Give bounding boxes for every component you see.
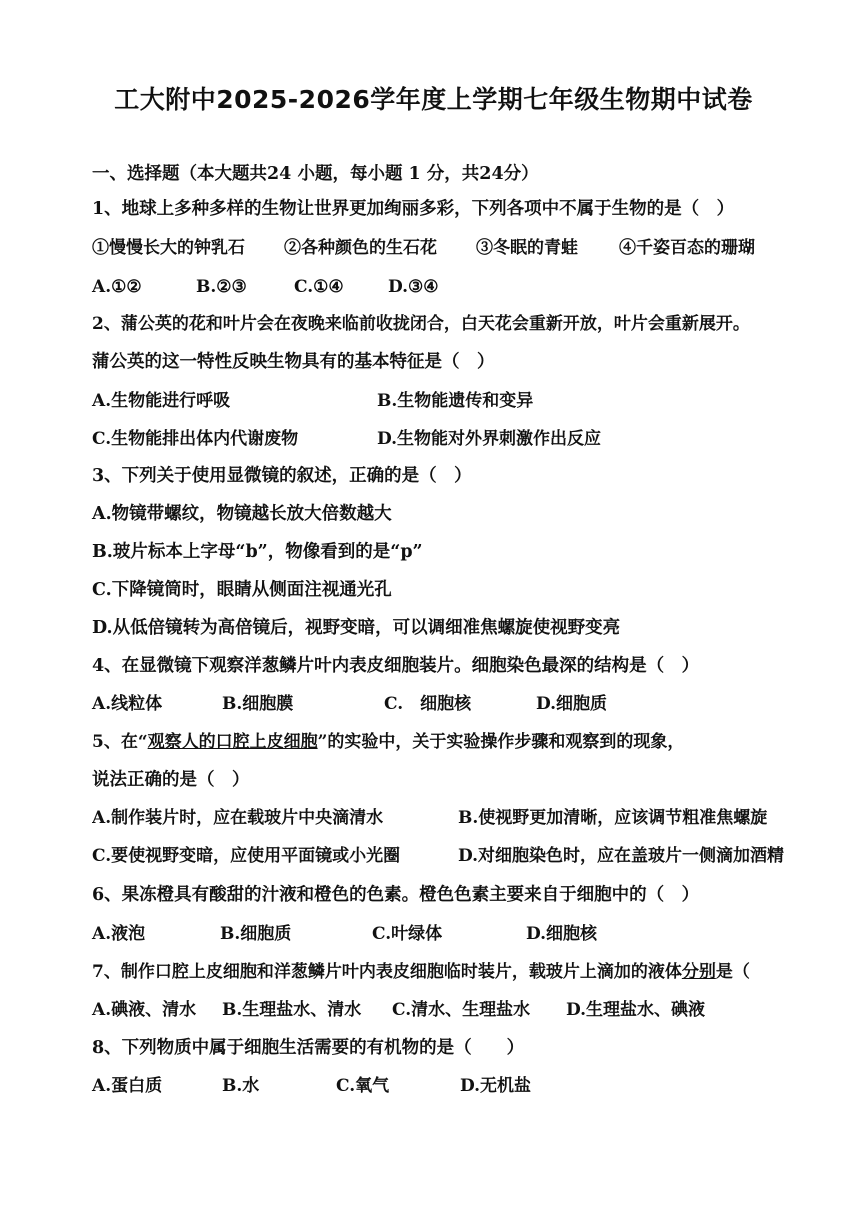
question-5-option-d: D.对细胞染色时，应在盖玻片一侧滴加酒精 — [458, 846, 785, 866]
question-7-options — [92, 999, 812, 1021]
question-2-stem-cont: 蒲公英的这一特性反映生物具有的基本特征是（ ） — [92, 352, 495, 372]
question-2-stem: 2、蒲公英的花和叶片会在夜晚来临前收拢闭合，白天花会重新开放，叶片会重新展开。 — [92, 314, 750, 334]
question-8-option-c: C.氧气 — [336, 1076, 390, 1096]
question-6-option-d: D.细胞核 — [526, 924, 598, 944]
question-3-option-a: A.物镜带螺纹，物镜越长放大倍数越大 — [92, 504, 392, 524]
question-7-option-c: C.清水、生理盐水 — [392, 1000, 531, 1020]
question-1-option-d: D.③④ — [388, 277, 439, 297]
question-6-stem: 6、果冻橙具有酸甜的汁液和橙色的色素。橙色色素主要来自于细胞中的（ ） — [92, 885, 700, 905]
question-1-item: ④千姿百态的珊瑚 — [619, 238, 755, 258]
question-1-item: ③冬眠的青蛙 — [476, 238, 578, 258]
question-7-stem — [92, 961, 808, 983]
question-6-option-b: B.细胞质 — [220, 924, 292, 944]
question-8-option-a: A.蛋白质 — [92, 1076, 163, 1096]
question-2-option-a: A.生物能进行呼吸 — [92, 391, 231, 411]
question-5-option-c: C.要使视野变暗，应使用平面镜或小光圈 — [92, 846, 401, 866]
section-heading: 一、选择题（本大题共24 小题，每小题 1 分，共24分） — [92, 164, 539, 184]
question-6-option-c: C.叶绿体 — [372, 924, 443, 944]
question-3-option-b: B.玻片标本上字母“b”，物像看到的是“p” — [92, 542, 423, 562]
question-3-option-d: D.从低倍镜转为高倍镜后，视野变暗，可以调细准焦螺旋使视野变亮 — [92, 618, 621, 638]
question-7-stem-post: 是（ — [715, 962, 750, 982]
question-7-option-a: A.碘液、清水 — [92, 1000, 197, 1020]
question-5-options-row1 — [92, 807, 814, 829]
question-2-options-row2 — [92, 428, 812, 450]
question-1-option-a: A.①② — [92, 277, 142, 297]
question-1-stem: 1、地球上多种多样的生物让世界更加绚丽多彩，下列各项中不属于生物的是（ ） — [92, 199, 735, 219]
question-2-option-b: B.生物能遗传和变异 — [377, 391, 534, 411]
question-4-options — [92, 693, 812, 715]
question-5-stem — [92, 731, 684, 753]
question-4-stem: 4、在显微镜下观察洋葱鳞片叶内表皮细胞装片。细胞染色最深的结构是（ ） — [92, 656, 700, 676]
question-7-stem-pre: 7、制作口腔上皮细胞和洋葱鳞片叶内表皮细胞临时装片，载玻片上滴加的液体 — [92, 962, 682, 982]
question-7-option-b: B.生理盐水、清水 — [222, 1000, 362, 1020]
question-8-stem: 8、下列物质中属于细胞生活需要的有机物的是（ ） — [92, 1038, 525, 1058]
question-8-option-b: B.水 — [222, 1076, 260, 1096]
question-4-option-a: A.线粒体 — [92, 694, 163, 714]
question-1-item: ②各种颜色的生石花 — [284, 238, 437, 258]
question-5-stem-cont: 说法正确的是（ ） — [92, 770, 250, 790]
question-1-options — [92, 276, 812, 298]
question-7-stem-underlined: 分别 — [681, 962, 716, 982]
question-5-stem-pre: 5、在“ — [92, 732, 148, 752]
page-title: 工大附中2025-2026学年度上学期七年级生物期中试卷 — [114, 85, 753, 114]
question-2-options-row1 — [92, 390, 812, 412]
question-5-stem-underlined: 观察人的口腔上皮细胞 — [147, 732, 318, 752]
question-1-item: ①慢慢长大的钟乳石 — [92, 238, 245, 258]
question-1-option-b: B.②③ — [196, 277, 247, 297]
question-2-option-c: C.生物能排出体内代谢废物 — [92, 429, 299, 449]
question-4-option-b: B.细胞膜 — [222, 694, 294, 714]
question-5-option-a: A.制作装片时，应在载玻片中央滴清水 — [92, 808, 384, 828]
question-4-option-c: C. 细胞核 — [384, 694, 472, 714]
question-5-stem-post: ”的实验中，关于实验操作步骤和观察到的现象， — [317, 732, 685, 752]
question-4-option-d: D.细胞质 — [536, 694, 608, 714]
question-1-items — [92, 237, 812, 259]
question-6-option-a: A.液泡 — [92, 924, 146, 944]
question-3-stem: 3、下列关于使用显微镜的叙述，正确的是（ ） — [92, 466, 472, 486]
question-3-option-c: C.下降镜筒时，眼睛从侧面注视通光孔 — [92, 580, 392, 600]
question-5-option-b: B.使视野更加清晰，应该调节粗准焦螺旋 — [458, 808, 768, 828]
question-8-option-d: D.无机盐 — [460, 1076, 532, 1096]
question-7-option-d: D.生理盐水、碘液 — [566, 1000, 706, 1020]
question-8-options — [92, 1075, 812, 1097]
question-6-options — [92, 923, 812, 945]
question-2-option-d: D.生物能对外界刺激作出反应 — [377, 429, 602, 449]
question-5-options-row2 — [92, 845, 819, 867]
question-1-option-c: C.①④ — [294, 277, 344, 297]
